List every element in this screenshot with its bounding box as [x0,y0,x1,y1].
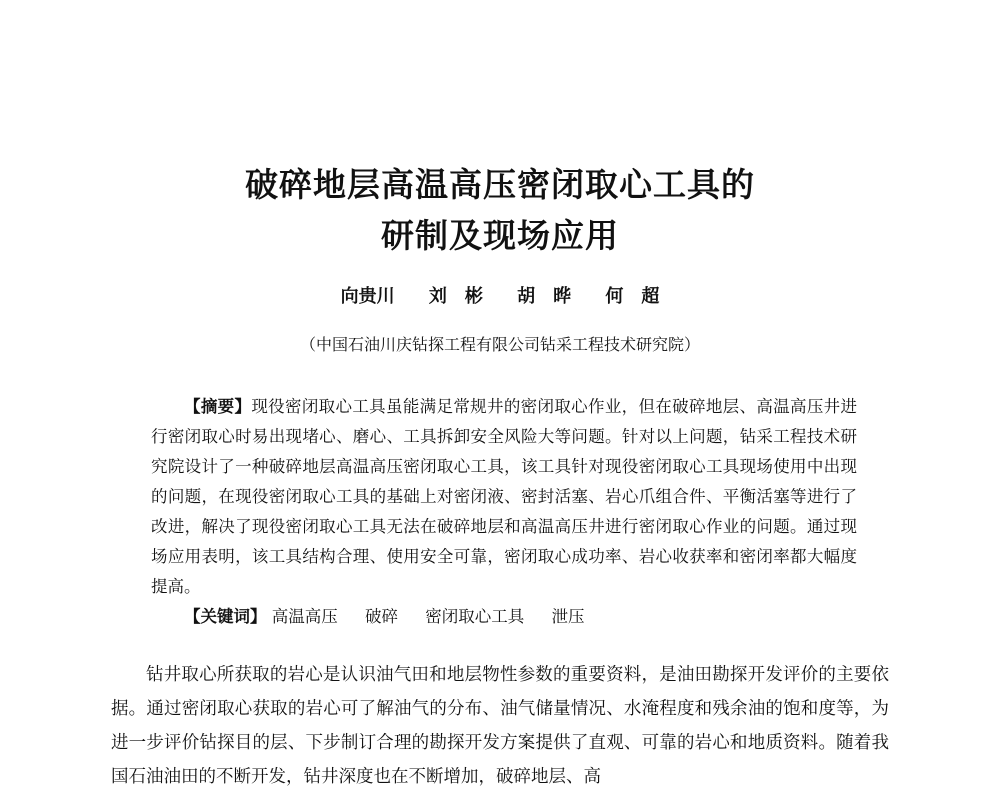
keyword: 高温高压 [271,607,338,626]
paper-title-line-2: 研制及现场应用 [381,216,619,255]
body-paragraph: 钻井取心所获取的岩心是认识油气田和地层物性参数的重要资料，是油田勘探开发评价的主要依据。通过密闭取心获取的岩心可了解油气的分布、油气储量情况、水淹程度和残余油的饱和度等，为进一步评价钻探目的层、下步制订合理的勘探开发方案提供了直观、可靠的岩心和地质资料。随着我国石油油田的不断开发，钻井深度也在不断增加，破碎地层、高 [111,665,889,787]
keyword: 泄压 [551,607,585,626]
keyword: 密闭取心工具 [425,607,525,626]
abstract-label: 【摘要】 [184,397,252,416]
author-name: 胡 晔 [517,286,572,307]
author-affiliation: （中国石油川庆钻探工程有限公司钻采工程技术研究院） [299,335,700,354]
keywords-label: 【关键词】 [184,607,267,626]
abstract [151,392,857,602]
paper-title-line-1: 破碎地层高温高压密闭取心工具的 [245,165,755,204]
keywords [151,602,857,632]
author-name: 向贵川 [340,286,395,307]
keyword: 破碎 [365,607,398,626]
author-list [0,285,1000,309]
author-name: 刘 彬 [428,286,483,307]
abstract-text: 现役密闭取心工具虽能满足常规井的密闭取心作业，但在破碎地层、高温高压井进行密闭取心时易出现堵心、磨心、工具拆卸安全风险大等问题。针对以上问题，钻采工程技术研究院设计了一种破碎地层高温高压密闭取心工具，该工具针对现役密闭取心工具现场使用中出现的问题，在现役密闭取心工具的基础上对密闭液、密封活塞、岩心爪组合件、平衡活塞等进行了改进，解决了现役密闭取心工具无法在破碎地层和高温高压井进行密闭取心作业的问题。通过现场应用表明，该工具结构合理、使用安全可靠，密闭取心成功率、岩心收获率和密闭率都大幅度提高。 [151,397,858,596]
author-name: 何 超 [605,286,660,307]
